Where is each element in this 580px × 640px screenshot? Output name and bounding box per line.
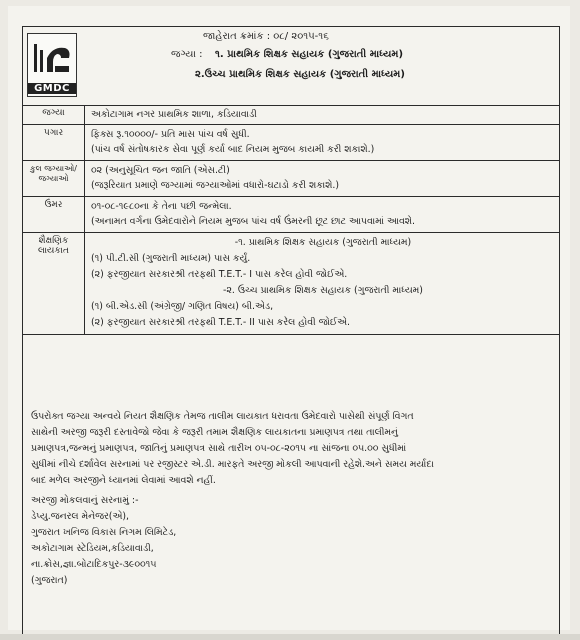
details-table — [23, 105, 559, 335]
address-line: ગુજરાત ખનિજ વિકાસ નિગમ લિમિટેડ, — [31, 527, 177, 538]
table-row — [23, 233, 559, 335]
row-label: ઉંમર — [23, 197, 85, 232]
row-label: પગાર — [23, 125, 85, 160]
row-value: (૧) બી.એડ.સી (અંગ્રેજી/ ગણિત વિષય) બી.એડ, — [91, 301, 274, 312]
body-line: પ્રમાણપત્ર,જન્મનું પ્રમાણપત્ર, જાતિનું પ્રમાણપત્ર સાથે તારીખ ૦૫-૦૮-૨૦૧૫ ના સાંજના ૦૫.૦૦ સુધીમાં — [31, 443, 407, 454]
advertisement-number: જાહેરાત ક્રમાંક : ૦૮/ ૨૦૧૫-૧૬ — [203, 31, 329, 42]
post-title-2: ૨.ઉચ્ચ પ્રાથમિક શિક્ષક સહાયક (ગુજરાતી માધ્યમ) — [195, 69, 405, 80]
address-line: અકોટાગામ સ્ટેડિયમ,કડિયાવાડી, — [31, 543, 154, 554]
body-line: સાથેની અરજી જરૂરી દસ્તાવેજો જેવા કે જરૂરી તમામ શૈક્ષણિક લાયકાતના પ્રમાણપત્ર તથા તાલીમનું — [31, 427, 398, 438]
row-value: ફિક્સ રૂ.૧૦૦૦૦/- પ્રતિ માસ પાંચ વર્ષ સુધી. — [91, 129, 250, 140]
address-line: ડેપ્યુ.જનરલ મેનેજર(એ), — [31, 511, 129, 522]
row-value: અકોટાગામ નગર પ્રાથમિક શાળા, કડિયાવાડી — [91, 109, 257, 120]
row-value: ૦૨ (અનુસૂચિત જન જાતિ (એસ.ટી) — [91, 165, 230, 176]
advertisement-frame — [22, 26, 560, 636]
header — [23, 27, 559, 106]
table-row — [23, 161, 559, 197]
gmdc-logo-icon — [31, 36, 73, 80]
qualification-heading-1: -૧. પ્રાથમિક શિક્ષક સહાયક (ગુજરાતી માધ્યમ) — [234, 237, 412, 248]
post-title-1: ૧. પ્રાથમિક શિક્ષક સહાયક (ગુજરાતી માધ્યમ) — [215, 49, 404, 60]
table-row — [23, 197, 559, 233]
row-value: (૧) પી.ટી.સી (ગુજરાતી માધ્યમ) પાસ કર્યું. — [91, 253, 251, 264]
logo-text: GMDC — [28, 83, 76, 94]
table-row — [23, 105, 559, 125]
advertisement-sheet — [8, 6, 570, 630]
address-line: (ગુજરાત) — [31, 575, 68, 586]
row-value: (૨) ફરજીયાત સરકારશ્રી તરફથી T.E.T.- II પાસ કરેલ હોવી જોઈએ. — [91, 317, 351, 328]
row-label: કુલ જગ્યાઓ/ જગ્યાઓ — [23, 161, 85, 196]
address-line: અરજી મોકલવાનું સરનામું :- — [31, 495, 139, 506]
row-value: (અનામત વર્ગના ઉમેદવારોને નિયમ મુજબ પાંચ વર્ષ ઉંમરની છૂટ છાટ આપવામાં આવશે. — [91, 216, 416, 227]
row-label: શૈક્ષણિક લાયકાત — [23, 233, 85, 334]
row-value: (૨) ફરજીયાત સરકારશ્રી તરફથી T.E.T.- I પાસ કરેલ હોવી જોઈએ. — [91, 269, 348, 280]
address-line: ના.ક્રોસ,જ્ઞા.બોટાદિકપુર-૩૯૦૦૧૫ — [31, 559, 157, 570]
qualification-heading-2: -૨. ઉચ્ચ પ્રાથમિક શિક્ષક સહાયક (ગુજરાતી માધ્યમ) — [223, 285, 423, 296]
post-label: જગ્યા : — [171, 49, 203, 60]
row-label: જગ્યા — [23, 105, 85, 124]
row-value: (જરૂરિયાત પ્રમાણે જગ્યામાં જગ્યાઓમાં વધારો-ઘટાડો કરી શકાશે.) — [91, 180, 340, 191]
application-instructions — [23, 403, 559, 595]
address-block — [31, 493, 551, 589]
body-line: ઉપરોક્ત જગ્યા અન્વયે નિયત શૈક્ષણિક તેમજ તાલીમ લાયકાત ધરાવતા ઉમેદવારો પાસેથી સંપૂર્ણ વિગત — [31, 411, 414, 422]
row-value: (પાંચ વર્ષ સંતોષકારક સેવા પૂર્ણ કર્યા બાદ નિયમ મુજબ કાયમી કરી શકાશે.) — [91, 144, 375, 155]
body-line: બાદ મળેલ અરજીને ધ્યાનમાં લેવામાં આવશે નહીં. — [31, 475, 216, 486]
gmdc-logo — [27, 33, 77, 97]
bottom-strip — [0, 634, 580, 640]
body-line: સુધીમાં નીચે દર્શાવેલ સરનામાં પર રજીસ્ટર એ.ડી. મારફતે અરજી મોકલી આપવાની રહેશે.અને સમય મર્યાદા — [31, 459, 434, 470]
row-value: ૦૧-૦૮-૧૯૮૦ના કે તેના પછી જન્મેલા. — [91, 201, 232, 212]
table-row — [23, 125, 559, 161]
